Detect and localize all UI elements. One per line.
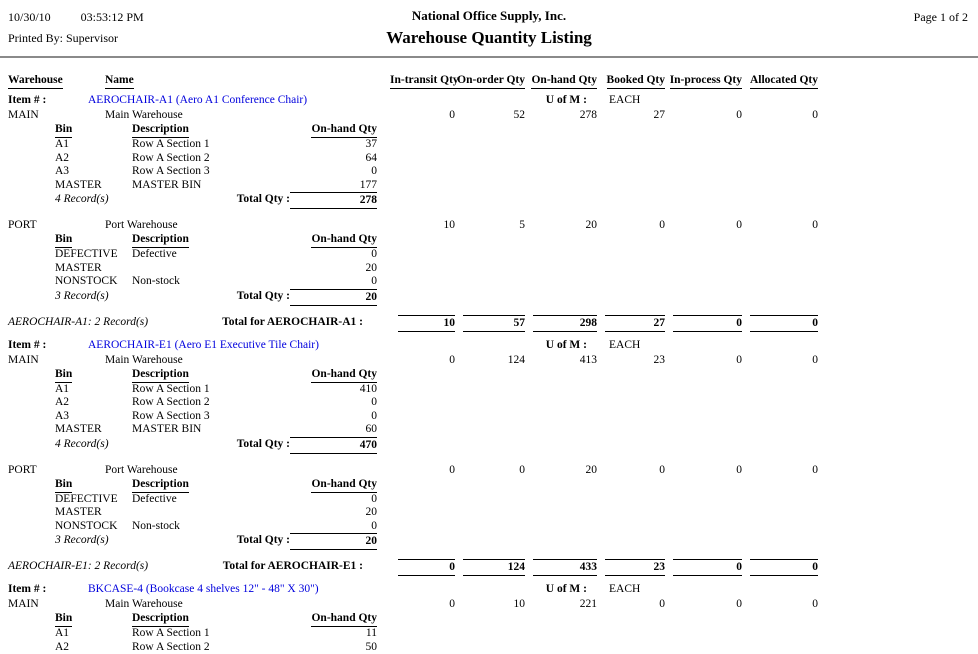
item-number-label: Item # : xyxy=(8,582,88,597)
wh-on-order-qty: 0 xyxy=(455,463,525,477)
bin-rows xyxy=(55,383,377,437)
bin-description: Row A Section 1 xyxy=(132,627,290,641)
bin-on-hand-qty: 0 xyxy=(290,165,377,179)
company-name: National Office Supply, Inc. xyxy=(0,8,978,24)
warehouse-section xyxy=(0,218,978,306)
wh-booked-qty: 0 xyxy=(597,218,665,232)
bin-code: MASTER xyxy=(55,423,132,437)
bin-description: Defective xyxy=(132,493,290,507)
wh-on-order-qty: 10 xyxy=(455,597,525,611)
wh-on-hand-qty: 413 xyxy=(525,353,597,367)
bin-on-hand-qty: 177 xyxy=(290,179,377,193)
col-header-in-process: In-process Qty xyxy=(665,73,742,89)
uofm-value: EACH xyxy=(597,338,665,353)
bin-row xyxy=(55,275,377,289)
warehouse-row xyxy=(0,218,978,232)
bin-table xyxy=(55,122,377,209)
total-qty-value: 20 xyxy=(290,533,377,550)
bin-on-hand-qty: 64 xyxy=(290,152,377,166)
total-qty-value: 470 xyxy=(290,437,377,454)
bin-on-hand-qty: 11 xyxy=(290,627,377,641)
bin-row xyxy=(55,506,377,520)
bin-header-row xyxy=(55,477,377,493)
warehouse-sections xyxy=(0,353,978,551)
warehouse-section xyxy=(0,108,978,209)
wh-in-process-qty: 0 xyxy=(665,463,742,477)
wh-allocated-qty: 0 xyxy=(742,218,818,232)
bin-header-row xyxy=(55,122,377,138)
bin-record-count: 4 Record(s) xyxy=(55,192,132,209)
bin-description xyxy=(132,506,290,520)
bin-row xyxy=(55,493,377,507)
wh-booked-qty: 27 xyxy=(597,108,665,122)
total-qty-label: Total Qty : xyxy=(132,533,290,550)
warehouse-section xyxy=(0,463,978,551)
warehouse-code: MAIN xyxy=(8,353,88,367)
col-header-allocated: Allocated Qty xyxy=(742,73,818,89)
bin-col-header: Bin xyxy=(55,477,132,493)
wh-in-process-qty: 0 xyxy=(665,597,742,611)
bin-row xyxy=(55,383,377,397)
bin-rows xyxy=(55,627,377,654)
wh-on-hand-qty: 20 xyxy=(525,463,597,477)
item-total-booked: 27 xyxy=(605,315,665,332)
bin-description: MASTER BIN xyxy=(132,179,290,193)
wh-on-order-qty: 124 xyxy=(455,353,525,367)
bin-row xyxy=(55,138,377,152)
col-header-name: Name xyxy=(88,73,390,89)
bin-on-hand-qty: 0 xyxy=(290,396,377,410)
description-col-header: Description xyxy=(132,122,290,138)
report-time: 03:53:12 PM xyxy=(81,10,144,24)
bin-on-hand-qty: 20 xyxy=(290,262,377,276)
bin-code: MASTER xyxy=(55,506,132,520)
warehouse-row xyxy=(0,597,978,611)
column-header-row xyxy=(0,73,978,89)
item-name-cell xyxy=(88,93,390,108)
bin-total-row xyxy=(55,289,377,306)
report-body xyxy=(0,93,978,654)
on-hand-col-header: On-hand Qty xyxy=(290,611,377,627)
bin-total-row xyxy=(55,533,377,550)
total-qty-label: Total Qty : xyxy=(132,192,290,209)
wh-on-hand-qty: 20 xyxy=(525,218,597,232)
wh-booked-qty: 0 xyxy=(597,597,665,611)
bin-header-row xyxy=(55,232,377,248)
bin-description: Non-stock xyxy=(132,520,290,534)
uofm-label: U of M : xyxy=(525,93,597,108)
bin-code: MASTER xyxy=(55,262,132,276)
bin-code: A3 xyxy=(55,165,132,179)
bin-table xyxy=(55,477,377,551)
bin-row xyxy=(55,179,377,193)
wh-booked-qty: 23 xyxy=(597,353,665,367)
item-link[interactable]: AEROCHAIR-A1 (Aero A1 Conference Chair) xyxy=(88,94,307,106)
wh-allocated-qty: 0 xyxy=(742,463,818,477)
bin-rows xyxy=(55,248,377,289)
warehouse-code: MAIN xyxy=(8,108,88,122)
bin-on-hand-qty: 410 xyxy=(290,383,377,397)
bin-code: A1 xyxy=(55,138,132,152)
item-number-label: Item # : xyxy=(8,93,88,108)
warehouse-sections xyxy=(0,597,978,654)
total-qty-value: 278 xyxy=(290,192,377,209)
description-col-header: Description xyxy=(132,611,290,627)
item-total-in-process: 0 xyxy=(673,559,742,576)
bin-row xyxy=(55,520,377,534)
wh-on-hand-qty: 221 xyxy=(525,597,597,611)
item-header-row xyxy=(0,338,978,353)
bin-col-header: Bin xyxy=(55,367,132,383)
bin-code: A3 xyxy=(55,410,132,424)
bin-on-hand-qty: 20 xyxy=(290,506,377,520)
wh-in-process-qty: 0 xyxy=(665,353,742,367)
bin-record-count: 3 Record(s) xyxy=(55,533,132,550)
warehouse-section xyxy=(0,353,978,454)
item-total-on-hand: 298 xyxy=(533,315,597,332)
item-total-on-order: 124 xyxy=(463,559,525,576)
bin-on-hand-qty: 0 xyxy=(290,248,377,262)
item-link[interactable]: AEROCHAIR-E1 (Aero E1 Executive Tile Chair) xyxy=(88,339,319,351)
bin-record-count: 4 Record(s) xyxy=(55,437,132,454)
bin-col-header: Bin xyxy=(55,122,132,138)
bin-description: Row A Section 2 xyxy=(132,641,290,654)
bin-row xyxy=(55,165,377,179)
uofm-label: U of M : xyxy=(525,582,597,597)
bin-description: Row A Section 1 xyxy=(132,383,290,397)
bin-on-hand-qty: 50 xyxy=(290,641,377,654)
bin-header-row xyxy=(55,611,377,627)
bin-header-row xyxy=(55,367,377,383)
item-block xyxy=(0,582,978,654)
bin-description: Non-stock xyxy=(132,275,290,289)
bin-code: NONSTOCK xyxy=(55,275,132,289)
bin-total-row xyxy=(55,192,377,209)
report-date: 10/30/10 xyxy=(8,10,51,24)
col-header-in-transit: In-transit Qty xyxy=(390,73,455,89)
bin-on-hand-qty: 0 xyxy=(290,275,377,289)
wh-in-transit-qty: 10 xyxy=(390,218,455,232)
wh-in-transit-qty: 0 xyxy=(390,463,455,477)
description-col-header: Description xyxy=(132,477,290,493)
bin-row xyxy=(55,641,377,654)
total-qty-label: Total Qty : xyxy=(132,289,290,306)
on-hand-col-header: On-hand Qty xyxy=(290,477,377,493)
bin-code: A1 xyxy=(55,627,132,641)
wh-allocated-qty: 0 xyxy=(742,353,818,367)
col-header-on-order: On-order Qty xyxy=(455,73,525,89)
bin-code: DEFECTIVE xyxy=(55,248,132,262)
item-summary-row xyxy=(0,315,978,332)
description-col-header: Description xyxy=(132,232,290,248)
page-header xyxy=(0,0,978,58)
warehouse-name: Port Warehouse xyxy=(88,463,390,477)
item-total-label: Total for AEROCHAIR-A1 : xyxy=(215,315,390,332)
bin-total-row xyxy=(55,437,377,454)
bin-on-hand-qty: 0 xyxy=(290,410,377,424)
bin-row xyxy=(55,152,377,166)
warehouse-section xyxy=(0,597,978,654)
report-header-center xyxy=(0,8,978,48)
bin-code: MASTER xyxy=(55,179,132,193)
warehouse-name: Main Warehouse xyxy=(88,353,390,367)
wh-in-transit-qty: 0 xyxy=(390,353,455,367)
item-total-in-transit: 10 xyxy=(398,315,455,332)
item-name-cell xyxy=(88,338,390,353)
warehouse-row xyxy=(0,108,978,122)
wh-in-transit-qty: 0 xyxy=(390,108,455,122)
bin-description: Row A Section 3 xyxy=(132,410,290,424)
col-header-booked: Booked Qty xyxy=(597,73,665,89)
item-number-label: Item # : xyxy=(8,338,88,353)
uofm-value: EACH xyxy=(597,93,665,108)
bin-record-count: 3 Record(s) xyxy=(55,289,132,306)
item-record-count: AEROCHAIR-E1: 2 Record(s) xyxy=(8,559,215,576)
bin-col-header: Bin xyxy=(55,611,132,627)
on-hand-col-header: On-hand Qty xyxy=(290,232,377,248)
wh-on-hand-qty: 278 xyxy=(525,108,597,122)
bin-row xyxy=(55,262,377,276)
warehouse-code: MAIN xyxy=(8,597,88,611)
warehouse-row xyxy=(0,353,978,367)
col-header-warehouse: Warehouse xyxy=(8,73,88,89)
printed-by: Printed By: Supervisor xyxy=(8,31,118,46)
bin-row xyxy=(55,627,377,641)
item-block xyxy=(0,338,978,577)
report-title: Warehouse Quantity Listing xyxy=(0,28,978,48)
bin-code: A2 xyxy=(55,396,132,410)
bin-on-hand-qty: 37 xyxy=(290,138,377,152)
uofm-value: EACH xyxy=(597,582,665,597)
wh-in-process-qty: 0 xyxy=(665,108,742,122)
on-hand-col-header: On-hand Qty xyxy=(290,122,377,138)
item-summary-row xyxy=(0,559,978,576)
item-total-on-order: 57 xyxy=(463,315,525,332)
col-header-on-hand: On-hand Qty xyxy=(525,73,597,89)
bin-code: A2 xyxy=(55,641,132,654)
item-header-row xyxy=(0,93,978,108)
bin-code: NONSTOCK xyxy=(55,520,132,534)
item-block xyxy=(0,93,978,332)
bin-table xyxy=(55,367,377,454)
bin-description: MASTER BIN xyxy=(132,423,290,437)
bin-table xyxy=(55,232,377,306)
bin-table xyxy=(55,611,377,654)
wh-allocated-qty: 0 xyxy=(742,597,818,611)
bin-description: Row A Section 2 xyxy=(132,152,290,166)
wh-on-order-qty: 5 xyxy=(455,218,525,232)
wh-allocated-qty: 0 xyxy=(742,108,818,122)
warehouse-code: PORT xyxy=(8,463,88,477)
bin-description xyxy=(132,262,290,276)
warehouse-name: Main Warehouse xyxy=(88,597,390,611)
bin-on-hand-qty: 0 xyxy=(290,493,377,507)
warehouse-code: PORT xyxy=(8,218,88,232)
wh-booked-qty: 0 xyxy=(597,463,665,477)
bin-code: A2 xyxy=(55,152,132,166)
bin-on-hand-qty: 0 xyxy=(290,520,377,534)
bin-rows xyxy=(55,138,377,192)
item-total-on-hand: 433 xyxy=(533,559,597,576)
description-col-header: Description xyxy=(132,367,290,383)
total-qty-value: 20 xyxy=(290,289,377,306)
item-total-booked: 23 xyxy=(605,559,665,576)
bin-row xyxy=(55,248,377,262)
page-number: Page 1 of 2 xyxy=(914,10,968,25)
warehouse-name: Main Warehouse xyxy=(88,108,390,122)
bin-description: Row A Section 3 xyxy=(132,165,290,179)
bin-code: A1 xyxy=(55,383,132,397)
warehouse-sections xyxy=(0,108,978,306)
warehouse-name: Port Warehouse xyxy=(88,218,390,232)
bin-row xyxy=(55,410,377,424)
bin-row xyxy=(55,396,377,410)
bin-description: Row A Section 1 xyxy=(132,138,290,152)
item-link[interactable]: BKCASE-4 (Bookcase 4 shelves 12" - 48" X 30") xyxy=(88,583,319,595)
item-total-allocated: 0 xyxy=(750,559,818,576)
bin-on-hand-qty: 60 xyxy=(290,423,377,437)
bin-description: Row A Section 2 xyxy=(132,396,290,410)
uofm-label: U of M : xyxy=(525,338,597,353)
item-total-label: Total for AEROCHAIR-E1 : xyxy=(215,559,390,576)
bin-code: DEFECTIVE xyxy=(55,493,132,507)
wh-on-order-qty: 52 xyxy=(455,108,525,122)
warehouse-row xyxy=(0,463,978,477)
item-total-in-transit: 0 xyxy=(398,559,455,576)
on-hand-col-header: On-hand Qty xyxy=(290,367,377,383)
item-total-allocated: 0 xyxy=(750,315,818,332)
item-record-count: AEROCHAIR-A1: 2 Record(s) xyxy=(8,315,215,332)
bin-description: Defective xyxy=(132,248,290,262)
wh-in-transit-qty: 0 xyxy=(390,597,455,611)
bin-rows xyxy=(55,493,377,534)
item-total-in-process: 0 xyxy=(673,315,742,332)
wh-in-process-qty: 0 xyxy=(665,218,742,232)
total-qty-label: Total Qty : xyxy=(132,437,290,454)
item-header-row xyxy=(0,582,978,597)
item-name-cell xyxy=(88,582,390,597)
bin-col-header: Bin xyxy=(55,232,132,248)
bin-row xyxy=(55,423,377,437)
